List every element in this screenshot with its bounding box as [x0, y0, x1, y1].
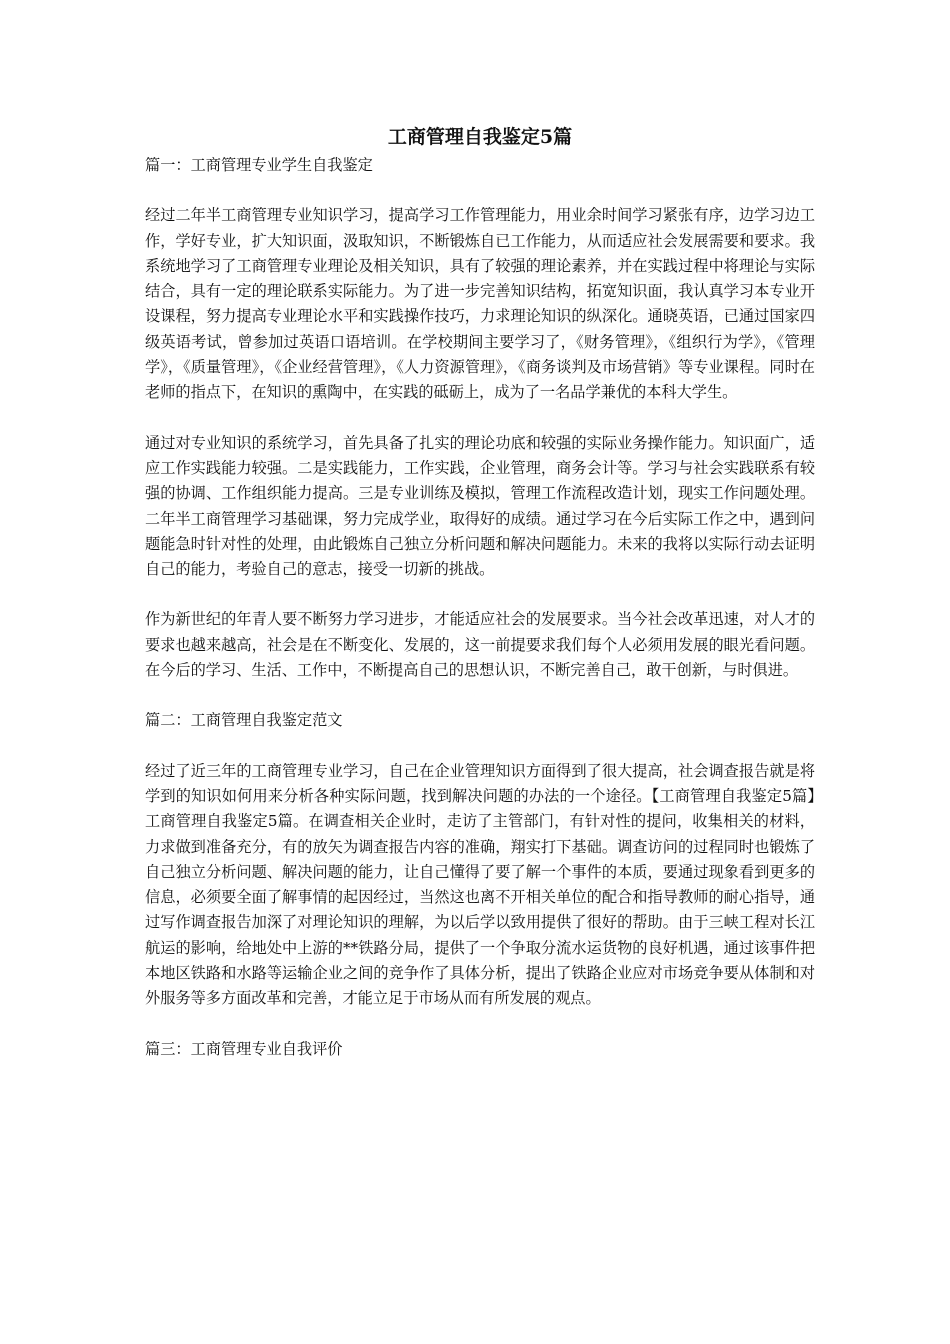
section-1-paragraph-2: 通过对专业知识的系统学习，首先具备了扎实的理论功底和较强的实际业务操作能力。知识面广，适应工作实践能力较强。二是实践能力，工作实践，企业管理，商务会计等。学习与社会实践联系有较强的协调、工作组织能力提高。三是专业训练及模拟，管理工作流程改造计划，现实工作问题处理。二年半工商管理学习基础课，努力完成学业，取得好的成绩。通过学习在今后实际工作之中，遇到问题能急时针对性的处理，由此锻炼自己独立分析问题和解决问题能力。未来的我将以实际行动去证明自己的能力，考验自己的意志，接受一切新的挑战。: [145, 433, 815, 579]
section-1-paragraph-1: 经过二年半工商管理专业知识学习，提高学习工作管理能力，用业余时间学习紧张有序，边学习边工作，学好专业，扩大知识面，汲取知识，不断锻炼自已工作能力，从而适应社会发展需要和要求。我系统地学习了工商管理专业理论及相关知识，具有了较强的理论素养，并在实践过程中将理论与实际结合，具有一定的理论联系实际能力。为了进一步完善知识结构，拓宽知识面，我认真学习本专业开设课程，努力提高专业理论水平和实践操作技巧，力求理论知识的纵深化。通晓英语，已通过国家四级英语考试，曾参加过英语口语培训。在学校期间主要学习了，《财务管理》，《组织行为学》，《管理学》，《质量管理》，《企业经营管理》，《人力资源管理》，《商务谈判及市场营销》等专业课程。同时在老师的指点下，在知识的熏陶中，在实践的砥砺上，成为了一名品学兼优的本科大学生。: [145, 206, 815, 402]
section-1-heading: 篇一：工商管理专业学生自我鉴定: [145, 156, 373, 174]
section-1-paragraph-3: 作为新世纪的年青人要不断努力学习进步，才能适应社会的发展要求。当今社会改革迅速，对人才的要求也越来越高，社会是在不断变化、发展的，这一前提要求我们每个人必须用发展的眼光看问题。在今后的学习、生活、工作中，不断提高自己的思想认识，不断完善自己，敢干创新，与时俱进。: [145, 610, 815, 680]
document-title: 工商管理自我鉴定5篇: [387, 126, 573, 148]
document-page: [145, 124, 815, 1087]
section-2-paragraph-1: 经过了近三年的工商管理专业学习，自己在企业管理知识方面得到了很大提高，社会调查报告就是将学到的知识如何用来分析各种实际问题，找到解决问题的办法的一个途径。【工商管理自我鉴定5篇】工商管理自我鉴定5篇。在调查相关企业时，走访了主管部门，有针对性的提问，收集相关的材料，力求做到准备充分，有的放矢为调查报告内容的准确，翔实打下基础。调查访问的过程同时也锻炼了自己独立分析问题、解决问题的能力，让自己懂得了要了解一个事件的本质，要通过现象看到更多的信息，必须要全面了解事情的起因经过，当然这也离不开相关单位的配合和指导教师的耐心指导，通过写作调查报告加深了对理论知识的理解，为以后学以致用提供了很好的帮助。由于三峡工程对长江航运的影响，给地处中上游的**铁路分局，提供了一个争取分流水运货物的良好机遇，通过该事件把本地区铁路和水路等运输企业之间的竞争作了具体分析，提出了铁路企业应对市场竞争要从体制和对外服务等多方面改革和完善，才能立足于市场从而有所发展的观点。: [145, 761, 815, 1008]
section-2-heading: 篇二：工商管理自我鉴定范文: [145, 711, 343, 730]
section-3-heading: 篇三：工商管理专业自我评价: [145, 1039, 343, 1058]
